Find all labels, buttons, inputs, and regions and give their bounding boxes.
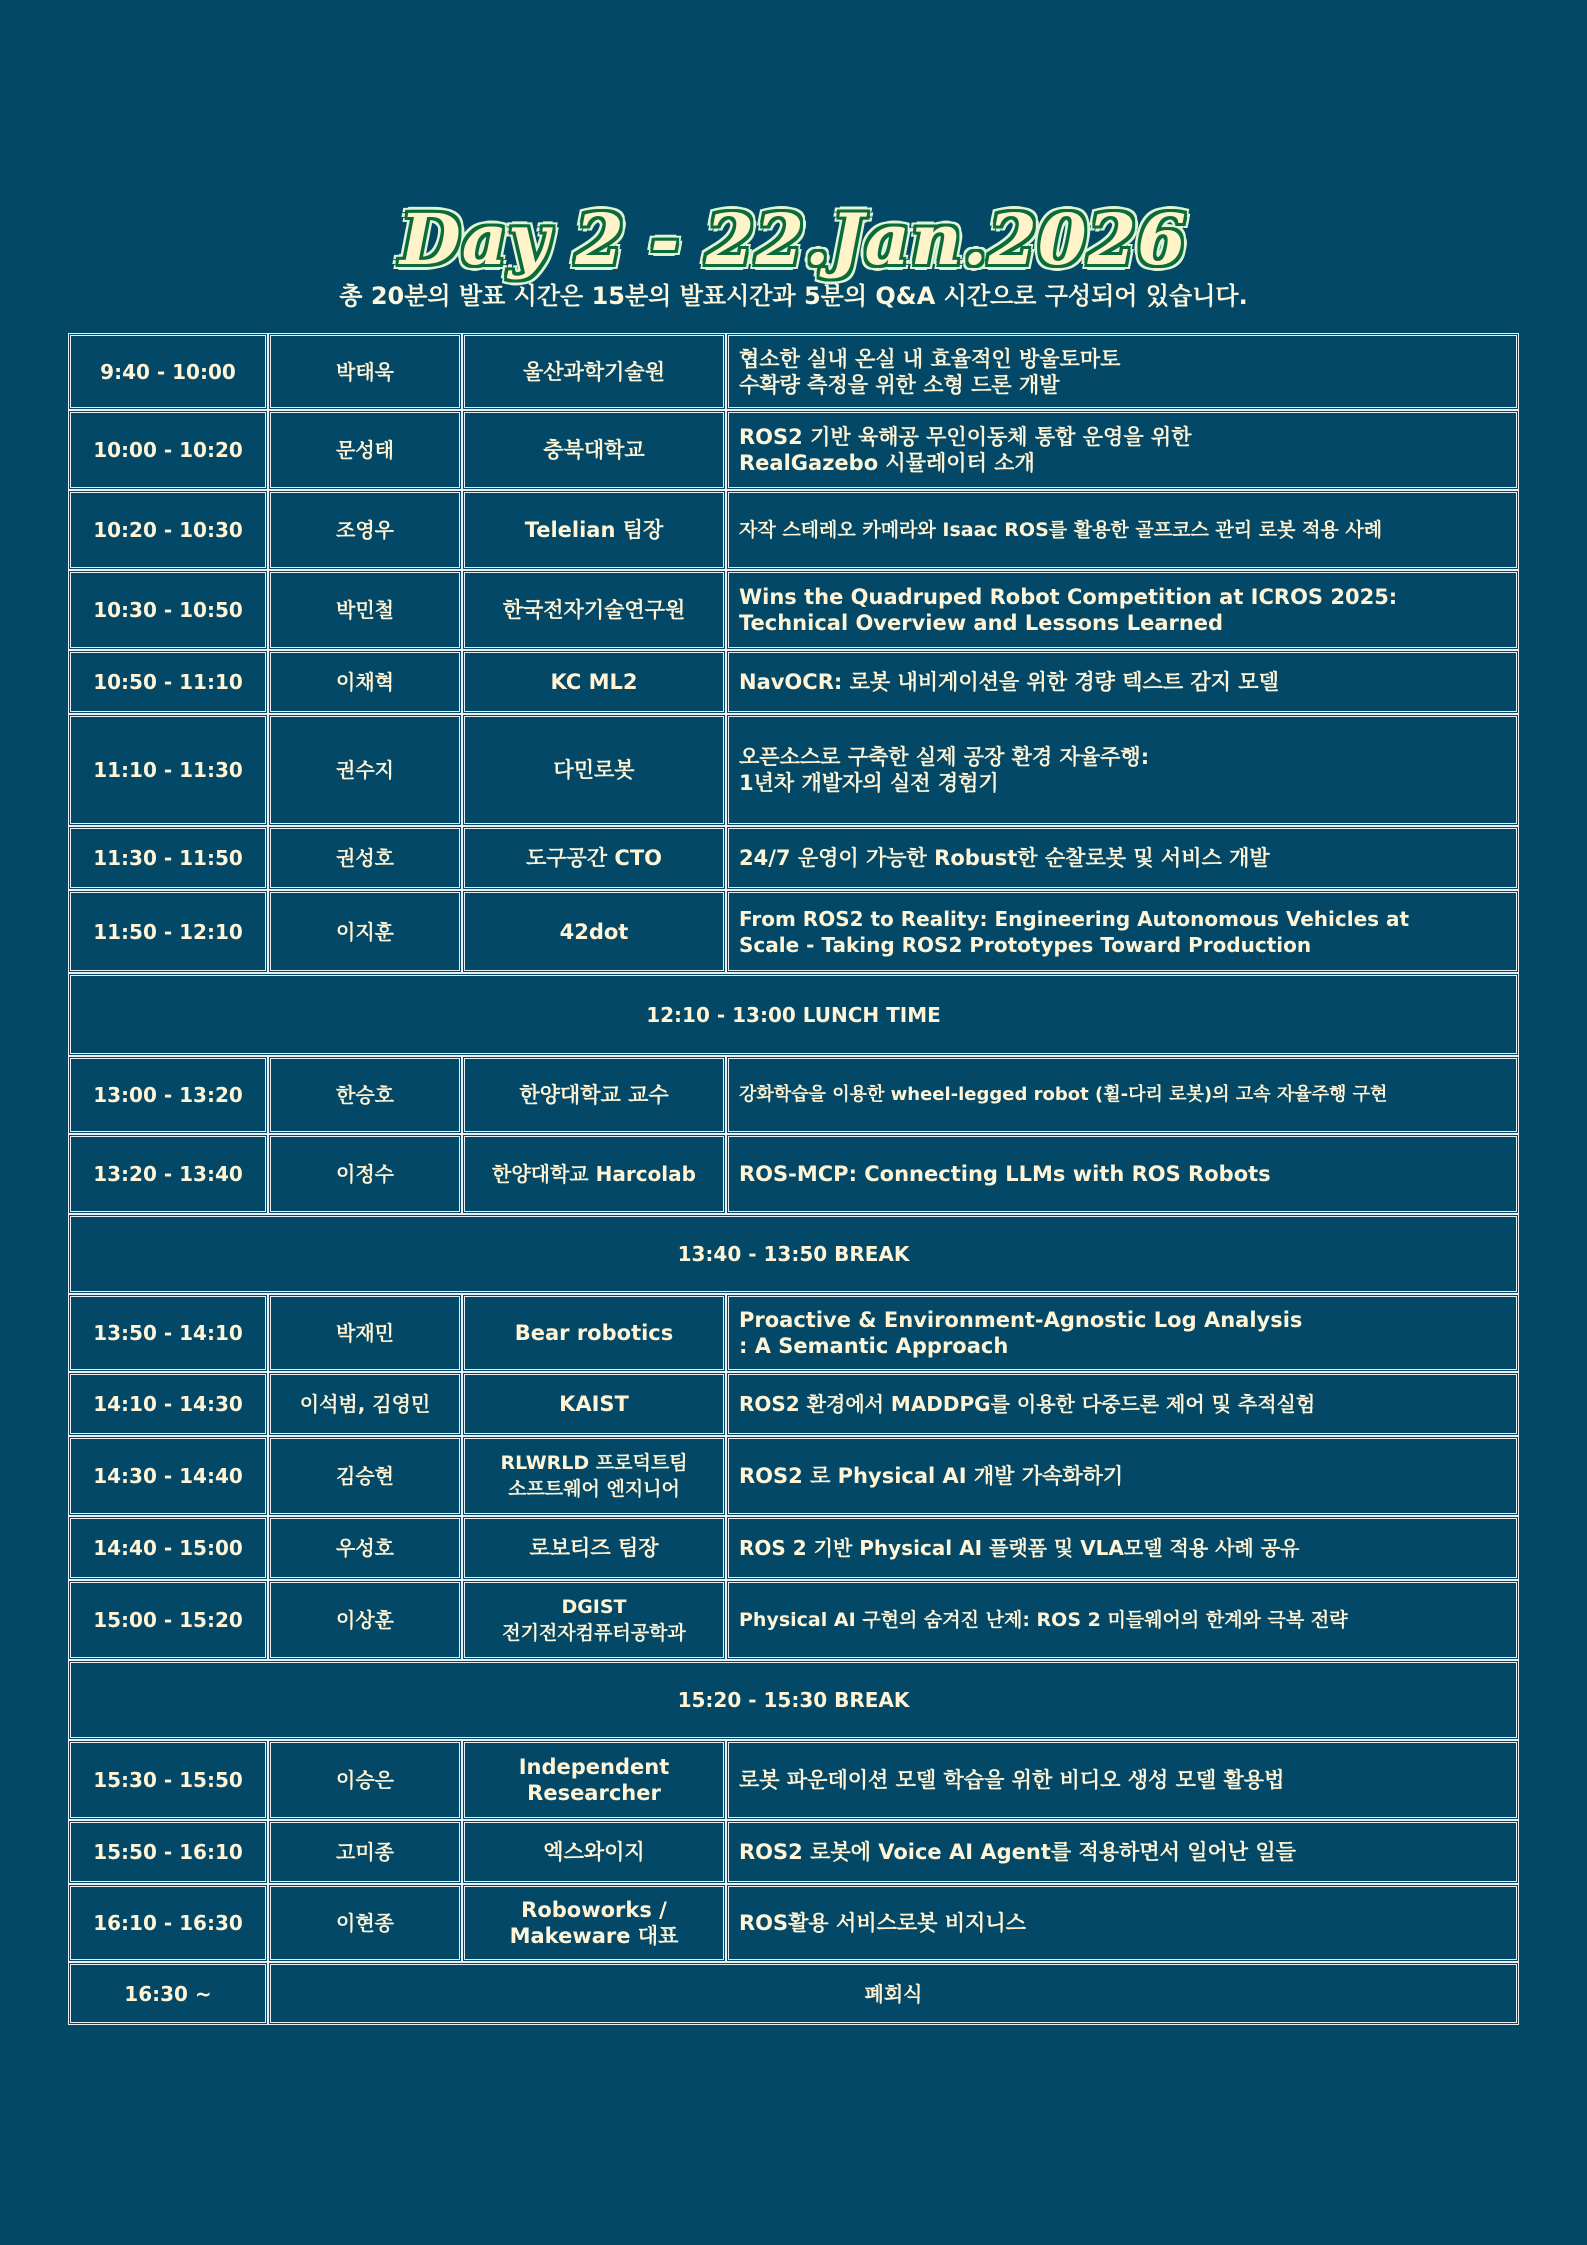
- speaker-cell: 이채혁: [268, 650, 462, 714]
- time-cell: 16:10 - 16:30: [68, 1884, 268, 1962]
- speaker-cell: 문성태: [268, 410, 462, 490]
- schedule-row: [68, 714, 1519, 826]
- schedule-row: [68, 490, 1519, 570]
- time-cell: 14:40 - 15:00: [68, 1516, 268, 1580]
- schedule-row: [68, 890, 1519, 973]
- speaker-cell: 권성호: [268, 826, 462, 890]
- time-cell: 11:50 - 12:10: [68, 890, 268, 973]
- speaker-cell: 고미종: [268, 1820, 462, 1884]
- talk-title-cell: 로봇 파운데이션 모델 학습을 위한 비디오 생성 모델 활용법: [726, 1740, 1519, 1820]
- time-cell: 9:40 - 10:00: [68, 333, 268, 410]
- speaker-cell: 이정수: [268, 1134, 462, 1214]
- time-cell: 14:30 - 14:40: [68, 1436, 268, 1516]
- org-cell: 한국전자기술연구원: [462, 570, 726, 650]
- break-label: 15:20 - 15:30 BREAK: [68, 1660, 1519, 1740]
- time-cell: 13:20 - 13:40: [68, 1134, 268, 1214]
- time-cell: 15:00 - 15:20: [68, 1580, 268, 1660]
- org-cell: Bear robotics: [462, 1294, 726, 1372]
- time-cell: 10:20 - 10:30: [68, 490, 268, 570]
- org-cell: 로보티즈 팀장: [462, 1516, 726, 1580]
- talk-title-cell: Proactive & Environment-Agnostic Log Analysis : A Semantic Approach: [726, 1294, 1519, 1372]
- talk-title-cell: ROS-MCP: Connecting LLMs with ROS Robots: [726, 1134, 1519, 1214]
- schedule-row: [68, 1134, 1519, 1214]
- speaker-cell: 김승현: [268, 1436, 462, 1516]
- talk-title-cell: 24/7 운영이 가능한 Robust한 순찰로봇 및 서비스 개발: [726, 826, 1519, 890]
- talk-title-cell: ROS 2 기반 Physical AI 플랫폼 및 VLA모델 적용 사례 공유: [726, 1516, 1519, 1580]
- org-cell: Independent Researcher: [462, 1740, 726, 1820]
- speaker-cell: 우성호: [268, 1516, 462, 1580]
- org-cell: 충북대학교: [462, 410, 726, 490]
- time-cell: 13:00 - 13:20: [68, 1056, 268, 1134]
- break-row: [68, 1660, 1519, 1740]
- speaker-cell: 이상훈: [268, 1580, 462, 1660]
- schedule-row: [68, 650, 1519, 714]
- closing-row: [68, 1962, 1519, 2025]
- time-cell: 11:30 - 11:50: [68, 826, 268, 890]
- talk-title-cell: Physical AI 구현의 숨겨진 난제: ROS 2 미들웨어의 한계와 극복 전략: [726, 1580, 1519, 1660]
- org-cell: 한양대학교 Harcolab: [462, 1134, 726, 1214]
- org-cell: 한양대학교 교수: [462, 1056, 726, 1134]
- talk-title-cell: 협소한 실내 온실 내 효율적인 방울토마토 수확량 측정을 위한 소형 드론 개발: [726, 333, 1519, 410]
- talk-title-cell: ROS2 기반 육해공 무인이동체 통합 운영을 위한 RealGazebo 시뮬레이터 소개: [726, 410, 1519, 490]
- schedule-row: [68, 826, 1519, 890]
- schedule-row: [68, 1294, 1519, 1372]
- time-cell: 15:30 - 15:50: [68, 1740, 268, 1820]
- break-row: [68, 1214, 1519, 1294]
- speaker-cell: 한승호: [268, 1056, 462, 1134]
- org-cell: 울산과학기술원: [462, 333, 726, 410]
- talk-title-cell: ROS2 로 Physical AI 개발 가속화하기: [726, 1436, 1519, 1516]
- org-cell: RLWRLD 프로덕트팀 소프트웨어 엔지니어: [462, 1436, 726, 1516]
- page-title: Day 2 - 22.Jan.2026: [400, 198, 1187, 281]
- time-cell: 11:10 - 11:30: [68, 714, 268, 826]
- closing-time-cell: 16:30 ~: [68, 1962, 268, 2025]
- talk-title-cell: Wins the Quadruped Robot Competition at ICROS 2025: Technical Overview and Lessons Learned: [726, 570, 1519, 650]
- org-cell: KC ML2: [462, 650, 726, 714]
- org-cell: 42dot: [462, 890, 726, 973]
- org-cell: DGIST 전기전자컴퓨터공학과: [462, 1580, 726, 1660]
- time-cell: 14:10 - 14:30: [68, 1372, 268, 1436]
- talk-title-cell: NavOCR: 로봇 내비게이션을 위한 경량 텍스트 감지 모델: [726, 650, 1519, 714]
- time-cell: 10:30 - 10:50: [68, 570, 268, 650]
- org-cell: KAIST: [462, 1372, 726, 1436]
- time-cell: 15:50 - 16:10: [68, 1820, 268, 1884]
- time-cell: 10:50 - 11:10: [68, 650, 268, 714]
- talk-title-cell: 오픈소스로 구축한 실제 공장 환경 자율주행: 1년차 개발자의 실전 경험기: [726, 714, 1519, 826]
- schedule-row: [68, 1740, 1519, 1820]
- talk-title-cell: 강화학습을 이용한 wheel-legged robot (휠-다리 로봇)의 고속 자율주행 구현: [726, 1056, 1519, 1134]
- speaker-cell: 조영우: [268, 490, 462, 570]
- schedule-row: [68, 333, 1519, 410]
- lunch-break-row: [68, 973, 1519, 1056]
- schedule-row: [68, 410, 1519, 490]
- time-cell: 10:00 - 10:20: [68, 410, 268, 490]
- break-label: 13:40 - 13:50 BREAK: [68, 1214, 1519, 1294]
- talk-title-cell: ROS2 환경에서 MADDPG를 이용한 다중드론 제어 및 추적실험: [726, 1372, 1519, 1436]
- speaker-cell: 박민철: [268, 570, 462, 650]
- schedule-row: [68, 1372, 1519, 1436]
- speaker-cell: 이지훈: [268, 890, 462, 973]
- lunch-break-label: 12:10 - 13:00 LUNCH TIME: [68, 973, 1519, 1056]
- talk-title-cell: ROS2 로봇에 Voice AI Agent를 적용하면서 일어난 일들: [726, 1820, 1519, 1884]
- page-subtitle: 총 20분의 발표 시간은 15분의 발표시간과 5분의 Q&A 시간으로 구성되어 있습니다.: [339, 282, 1248, 310]
- org-cell: Roboworks / Makeware 대표: [462, 1884, 726, 1962]
- speaker-cell: 이석범, 김영민: [268, 1372, 462, 1436]
- speaker-cell: 권수지: [268, 714, 462, 826]
- speaker-cell: 박재민: [268, 1294, 462, 1372]
- org-cell: 엑스와이지: [462, 1820, 726, 1884]
- schedule-row: [68, 1820, 1519, 1884]
- talk-title-cell: 자작 스테레오 카메라와 Isaac ROS를 활용한 골프코스 관리 로봇 적용 사례: [726, 490, 1519, 570]
- schedule-row: [68, 1884, 1519, 1962]
- schedule-row: [68, 1056, 1519, 1134]
- speaker-cell: 이승은: [268, 1740, 462, 1820]
- talk-title-cell: ROS활용 서비스로봇 비지니스: [726, 1884, 1519, 1962]
- org-cell: 도구공간 CTO: [462, 826, 726, 890]
- schedule-row: [68, 570, 1519, 650]
- time-cell: 13:50 - 14:10: [68, 1294, 268, 1372]
- closing-label-cell: 폐회식: [268, 1962, 1519, 2025]
- org-cell: 다민로봇: [462, 714, 726, 826]
- speaker-cell: 박태욱: [268, 333, 462, 410]
- org-cell: Telelian 팀장: [462, 490, 726, 570]
- talk-title-cell: From ROS2 to Reality: Engineering Autonomous Vehicles at Scale - Taking ROS2 Prototypes Toward Production: [726, 890, 1519, 973]
- schedule-row: [68, 1516, 1519, 1580]
- schedule-row: [68, 1436, 1519, 1516]
- speaker-cell: 이현종: [268, 1884, 462, 1962]
- schedule-row: [68, 1580, 1519, 1660]
